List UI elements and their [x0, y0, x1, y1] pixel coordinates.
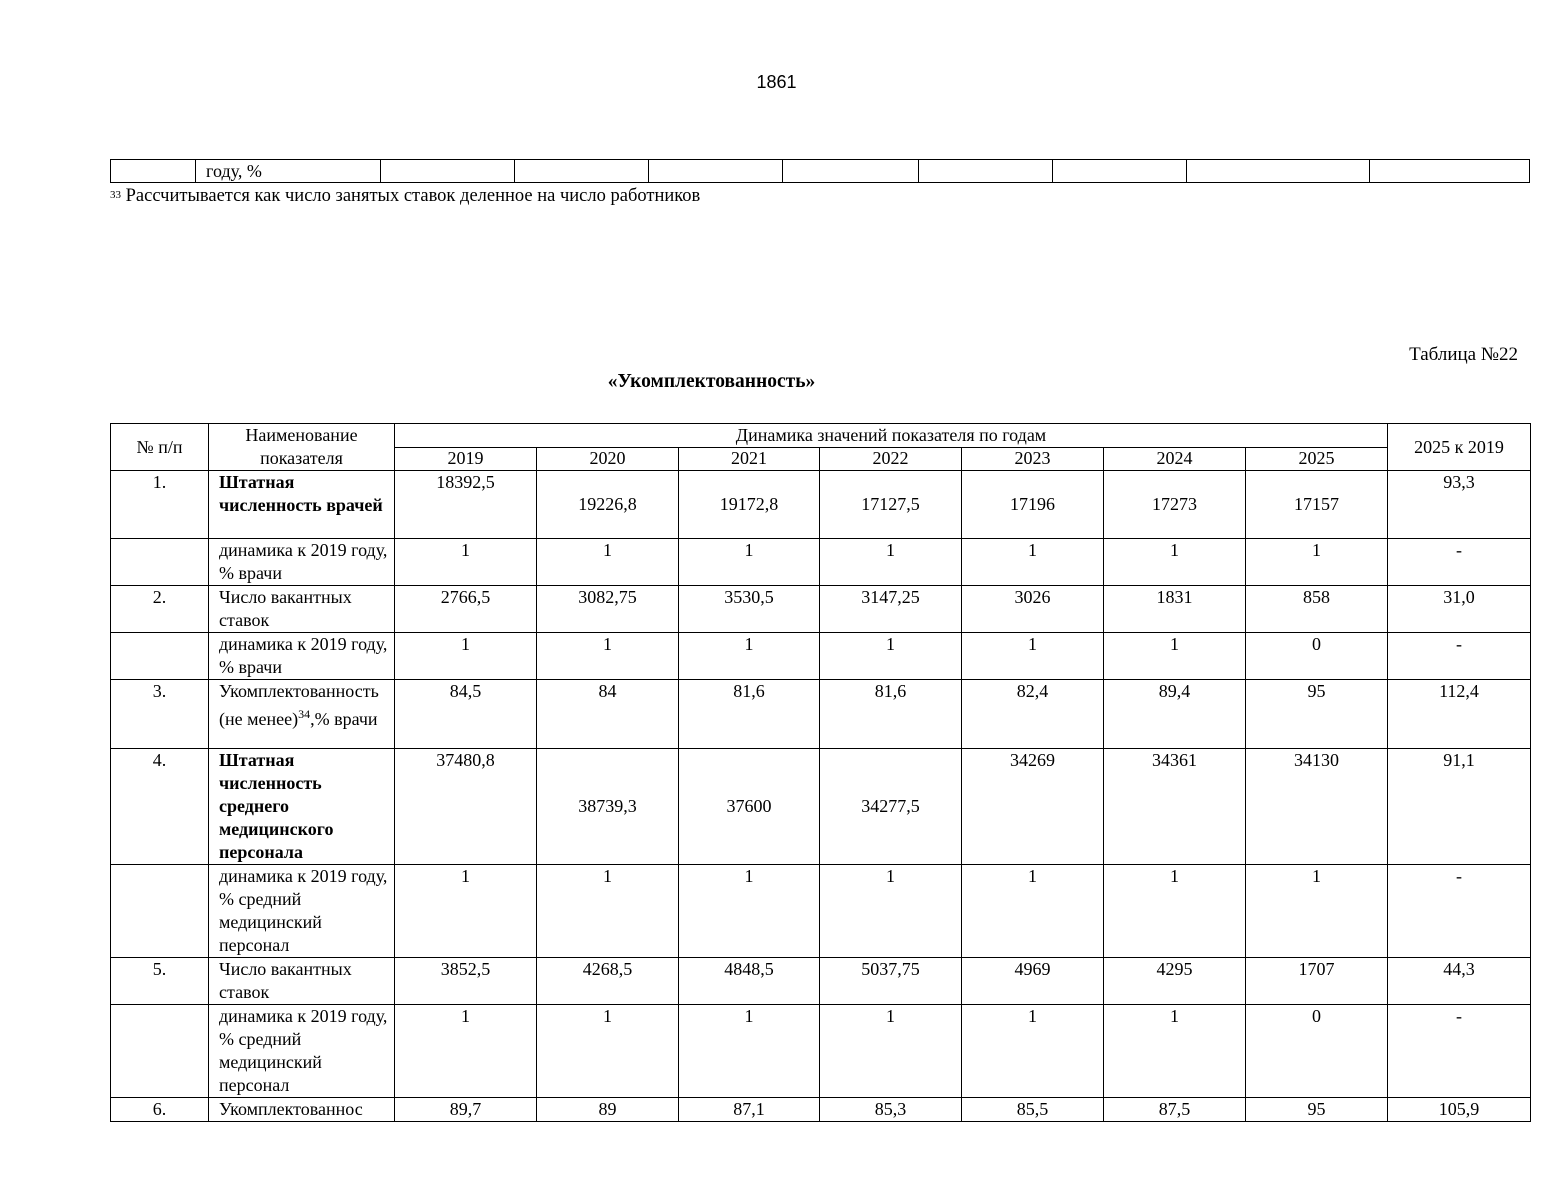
value-cell: 95	[1246, 680, 1388, 749]
table-cell	[1052, 160, 1186, 183]
header-year: 2020	[537, 448, 679, 471]
value-cell: 89,7	[395, 1098, 537, 1122]
value-cell: 1	[1104, 539, 1246, 586]
row-number: 4.	[111, 749, 209, 865]
ratio-cell: 93,3	[1388, 471, 1531, 539]
table-cell	[381, 160, 515, 183]
table-row	[111, 1005, 1531, 1098]
table-caption: Таблица №22	[1409, 344, 1518, 365]
ratio-cell: 44,3	[1388, 958, 1531, 1005]
value-cell: 1	[679, 1005, 820, 1098]
value-cell: 2766,5	[395, 586, 537, 633]
header-ratio: 2025 к 2019	[1388, 424, 1531, 471]
value-cell: 4295	[1104, 958, 1246, 1005]
value-cell: 19172,8	[679, 471, 820, 539]
table-row	[111, 680, 1531, 749]
header-year: 2021	[679, 448, 820, 471]
value-cell: 1	[962, 1005, 1104, 1098]
row-number: 3.	[111, 680, 209, 749]
header-row	[111, 424, 1531, 448]
row-name-text: Укомплектованность (не менее)	[219, 681, 379, 729]
row-name: динамика к 2019 году, % средний медицинский персонал	[209, 865, 395, 958]
value-cell: 4268,5	[537, 958, 679, 1005]
table-row	[111, 539, 1531, 586]
row-name: Укомплектованнос	[209, 1098, 395, 1122]
value-cell: 1	[537, 633, 679, 680]
ratio-cell: 105,9	[1388, 1098, 1531, 1122]
value-cell: 1	[537, 865, 679, 958]
header-year: 2023	[962, 448, 1104, 471]
value-cell: 1	[537, 1005, 679, 1098]
ratio-cell: 112,4	[1388, 680, 1531, 749]
value-cell: 34361	[1104, 749, 1246, 865]
header-year: 2025	[1246, 448, 1388, 471]
table-row	[111, 160, 1530, 183]
value-cell: 81,6	[820, 680, 962, 749]
table-cell	[1369, 160, 1529, 183]
page-number: 1861	[756, 72, 797, 92]
value-cell: 19226,8	[537, 471, 679, 539]
row-name: динамика к 2019 году, % средний медицинский персонал	[209, 1005, 395, 1098]
continued-table-fragment	[110, 159, 1530, 183]
value-cell: 34277,5	[820, 749, 962, 865]
value-cell: 1	[679, 633, 820, 680]
value-cell: 1	[1246, 865, 1388, 958]
value-cell: 17127,5	[820, 471, 962, 539]
footnote-text: Рассчитывается как число занятых ставок деленное на число работников	[125, 186, 701, 206]
value-cell: 37480,8	[395, 749, 537, 865]
value-cell: 1	[962, 865, 1104, 958]
value-cell: 1	[962, 539, 1104, 586]
value-cell: 1	[820, 1005, 962, 1098]
row-name: динамика к 2019 году, % врачи	[209, 633, 395, 680]
header-year: 2024	[1104, 448, 1246, 471]
value-cell: 1	[1104, 1005, 1246, 1098]
value-cell: 1	[1246, 539, 1388, 586]
table-row	[111, 586, 1531, 633]
value-cell: 89,4	[1104, 680, 1246, 749]
row-number	[111, 1005, 209, 1098]
value-cell: 85,5	[962, 1098, 1104, 1122]
ratio-cell: -	[1388, 865, 1531, 958]
value-cell: 1	[820, 633, 962, 680]
row-name	[209, 680, 395, 749]
table-row	[111, 958, 1531, 1005]
value-cell: 4969	[962, 958, 1104, 1005]
value-cell: 34130	[1246, 749, 1388, 865]
value-cell: 4848,5	[679, 958, 820, 1005]
value-cell: 1	[395, 633, 537, 680]
value-cell: 17273	[1104, 471, 1246, 539]
value-cell: 1	[679, 539, 820, 586]
value-cell: 17157	[1246, 471, 1388, 539]
footnote-marker: 33	[110, 189, 121, 201]
value-cell: 1	[395, 865, 537, 958]
value-cell: 87,5	[1104, 1098, 1246, 1122]
row-number	[111, 539, 209, 586]
header-num: № п/п	[111, 424, 209, 471]
table-row	[111, 865, 1531, 958]
header-year: 2019	[395, 448, 537, 471]
value-cell: 1831	[1104, 586, 1246, 633]
row-name: динамика к 2019 году, % врачи	[209, 539, 395, 586]
value-cell: 85,3	[820, 1098, 962, 1122]
value-cell: 1	[1104, 865, 1246, 958]
value-cell: 858	[1246, 586, 1388, 633]
table-cell	[783, 160, 918, 183]
ratio-cell: -	[1388, 539, 1531, 586]
value-cell: 1707	[1246, 958, 1388, 1005]
header-dynamics: Динамика значений показателя по годам	[395, 424, 1388, 448]
value-cell: 3530,5	[679, 586, 820, 633]
value-cell: 0	[1246, 1005, 1388, 1098]
value-cell: 3082,75	[537, 586, 679, 633]
row-name: Штатная численность врачей	[209, 471, 395, 539]
value-cell: 1	[820, 539, 962, 586]
value-cell: 0	[1246, 633, 1388, 680]
table-cell	[1186, 160, 1369, 183]
ratio-cell: -	[1388, 1005, 1531, 1098]
value-cell: 1	[679, 865, 820, 958]
value-cell: 1	[395, 1005, 537, 1098]
value-cell: 34269	[962, 749, 1104, 865]
value-cell: 17196	[962, 471, 1104, 539]
value-cell: 95	[1246, 1098, 1388, 1122]
ratio-cell: -	[1388, 633, 1531, 680]
header-year: 2022	[820, 448, 962, 471]
row-number	[111, 633, 209, 680]
row-number	[111, 865, 209, 958]
value-cell: 18392,5	[395, 471, 537, 539]
table-row	[111, 633, 1531, 680]
table-cell	[649, 160, 783, 183]
table-row	[111, 749, 1531, 865]
value-cell: 1	[395, 539, 537, 586]
value-cell: 1	[820, 865, 962, 958]
value-cell: 84	[537, 680, 679, 749]
value-cell: 89	[537, 1098, 679, 1122]
row-name: Число вакантных ставок	[209, 958, 395, 1005]
staffing-table	[110, 423, 1531, 1122]
value-cell: 1	[962, 633, 1104, 680]
row-name: Число вакантных ставок	[209, 586, 395, 633]
value-cell: 3026	[962, 586, 1104, 633]
row-name: Штатная численность среднего медицинского персонала	[209, 749, 395, 865]
row-name-suffix: ,% врачи	[310, 709, 378, 729]
value-cell: 3852,5	[395, 958, 537, 1005]
row-number: 5.	[111, 958, 209, 1005]
ratio-cell: 31,0	[1388, 586, 1531, 633]
table-cell	[918, 160, 1052, 183]
table-cell	[111, 160, 196, 183]
value-cell: 87,1	[679, 1098, 820, 1122]
value-cell: 1	[1104, 633, 1246, 680]
value-cell: 81,6	[679, 680, 820, 749]
value-cell: 3147,25	[820, 586, 962, 633]
row-number: 2.	[111, 586, 209, 633]
ratio-cell: 91,1	[1388, 749, 1531, 865]
value-cell: 1	[537, 539, 679, 586]
footnote-marker: 34	[298, 707, 311, 721]
footnote	[110, 184, 700, 208]
table-cell	[515, 160, 649, 183]
row-number: 1.	[111, 471, 209, 539]
value-cell: 84,5	[395, 680, 537, 749]
header-name: Наименование показателя	[209, 424, 395, 471]
row-label: году, %	[196, 160, 381, 183]
table-row	[111, 1098, 1531, 1122]
table-row	[111, 471, 1531, 539]
row-number: 6.	[111, 1098, 209, 1122]
value-cell: 37600	[679, 749, 820, 865]
table-title: «Укомплектованность»	[607, 371, 816, 392]
value-cell: 82,4	[962, 680, 1104, 749]
value-cell: 38739,3	[537, 749, 679, 865]
value-cell: 5037,75	[820, 958, 962, 1005]
